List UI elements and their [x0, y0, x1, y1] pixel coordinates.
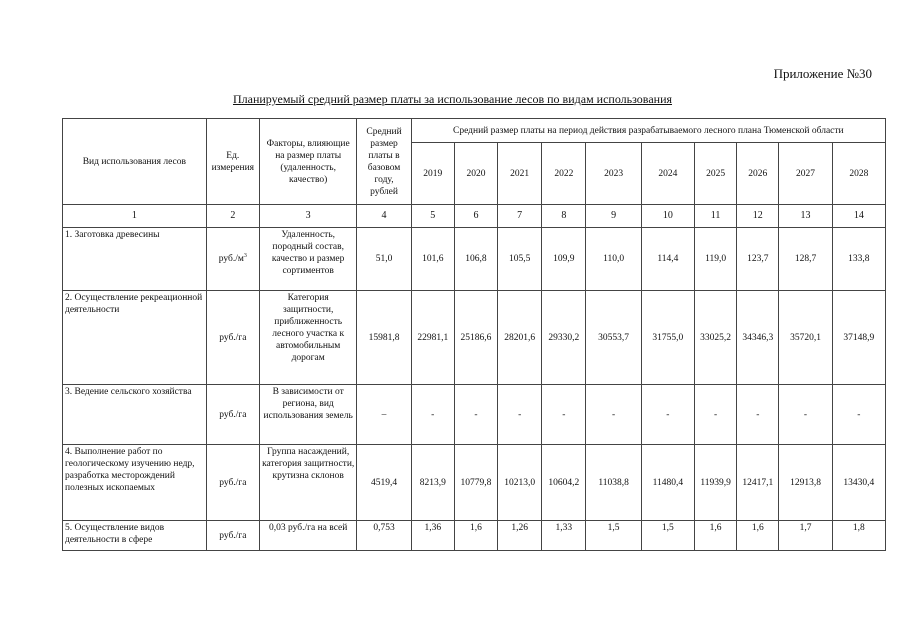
header-unit: Ед. измерения: [206, 119, 259, 205]
unit-text: руб./га: [219, 409, 247, 420]
unit-text: руб./га: [219, 477, 247, 488]
year-value-cell: 105,5: [498, 228, 542, 291]
year-value-cell: 1,5: [641, 521, 694, 551]
year-value-cell: 28201,6: [498, 291, 542, 385]
year-value-cell: 31755,0: [641, 291, 694, 385]
year-value-cell: 119,0: [694, 228, 736, 291]
year-value-cell: -: [411, 385, 454, 445]
year-header: 2020: [454, 143, 497, 205]
year-header: 2022: [542, 143, 586, 205]
year-value-cell: 114,4: [641, 228, 694, 291]
year-value-cell: 110,0: [586, 228, 641, 291]
year-value-cell: 12417,1: [737, 445, 779, 521]
year-value-cell: 33025,2: [694, 291, 736, 385]
year-value-cell: -: [779, 385, 832, 445]
header-factors: Факторы, влияющие на размер платы (удаленность, качество): [259, 119, 356, 205]
year-value-cell: 1,5: [586, 521, 641, 551]
header-base-payment: Средний размер платы в базовом году, рублей: [357, 119, 411, 205]
year-value-cell: 1,36: [411, 521, 454, 551]
year-value-cell: 11939,9: [694, 445, 736, 521]
year-value-cell: 128,7: [779, 228, 832, 291]
column-number: 4: [357, 205, 411, 228]
appendix-label: Приложение №30: [773, 66, 872, 81]
column-number: 2: [206, 205, 259, 228]
year-value-cell: 106,8: [454, 228, 497, 291]
column-number: 1: [63, 205, 207, 228]
table-row: [63, 291, 886, 385]
year-value-cell: 30553,7: [586, 291, 641, 385]
year-value-cell: -: [542, 385, 586, 445]
factor-cell: Категория защитности, приближенность лесного участка к автомобильным дорогам: [259, 291, 356, 385]
page-title: [0, 92, 905, 107]
unit-cell: [206, 228, 259, 291]
year-value-cell: 8213,9: [411, 445, 454, 521]
year-value-cell: 11480,4: [641, 445, 694, 521]
column-number: 6: [454, 205, 497, 228]
year-value-cell: 34346,3: [737, 291, 779, 385]
year-value-cell: 10779,8: [454, 445, 497, 521]
payment-table: [62, 118, 886, 551]
factor-cell: 0,03 руб./га на всей: [259, 521, 356, 551]
year-header: 2026: [737, 143, 779, 205]
factor-cell: Удаленность, породный состав, качество и размер сортиментов: [259, 228, 356, 291]
year-header: 2023: [586, 143, 641, 205]
column-number: 12: [737, 205, 779, 228]
year-value-cell: 109,9: [542, 228, 586, 291]
base-payment-cell: 0,753: [357, 521, 411, 551]
column-number: 3: [259, 205, 356, 228]
year-value-cell: 13430,4: [832, 445, 885, 521]
unit-cell: [206, 445, 259, 521]
column-number: 13: [779, 205, 832, 228]
factor-cell: Группа насаждений, категория защитности, крутизна склонов: [259, 445, 356, 521]
unit-cell: [206, 385, 259, 445]
year-value-cell: 133,8: [832, 228, 885, 291]
base-payment-cell: –: [357, 385, 411, 445]
year-value-cell: 12913,8: [779, 445, 832, 521]
unit-text: руб./м: [218, 254, 244, 264]
year-value-cell: 10213,0: [498, 445, 542, 521]
year-value-cell: 35720,1: [779, 291, 832, 385]
unit-cell: [206, 291, 259, 385]
year-value-cell: -: [641, 385, 694, 445]
usage-type-cell: 5. Осуществление видов деятельности в сфере: [63, 521, 207, 551]
unit-text: руб./га: [219, 332, 247, 343]
year-value-cell: 11038,8: [586, 445, 641, 521]
year-value-cell: -: [586, 385, 641, 445]
year-header: 2025: [694, 143, 736, 205]
year-header: 2019: [411, 143, 454, 205]
year-header: 2028: [832, 143, 885, 205]
year-value-cell: -: [454, 385, 497, 445]
column-number: 10: [641, 205, 694, 228]
unit-text: руб./га: [219, 530, 247, 541]
table-row: [63, 385, 886, 445]
usage-type-cell: 2. Осуществление рекреационной деятельности: [63, 291, 207, 385]
unit-cell: [206, 521, 259, 551]
year-value-cell: 123,7: [737, 228, 779, 291]
year-value-cell: 22981,1: [411, 291, 454, 385]
usage-type-cell: 1. Заготовка древесины: [63, 228, 207, 291]
table-row: [63, 228, 886, 291]
year-value-cell: 29330,2: [542, 291, 586, 385]
year-value-cell: 37148,9: [832, 291, 885, 385]
year-value-cell: 1,6: [694, 521, 736, 551]
header-usage-type: Вид использования лесов: [63, 119, 207, 205]
table-row: [63, 521, 886, 551]
year-value-cell: 1,6: [737, 521, 779, 551]
header-period: Средний размер платы на период действия разрабатываемого лесного плана Тюменской области: [411, 119, 885, 143]
column-number: 11: [694, 205, 736, 228]
column-number: 8: [542, 205, 586, 228]
year-header: 2024: [641, 143, 694, 205]
column-number: 5: [411, 205, 454, 228]
unit-superscript: 3: [243, 252, 247, 259]
usage-type-cell: 4. Выполнение работ по геологическому изучению недр, разработка месторождений полезных ископаемых: [63, 445, 207, 521]
year-value-cell: -: [498, 385, 542, 445]
year-value-cell: 101,6: [411, 228, 454, 291]
column-number: 7: [498, 205, 542, 228]
year-value-cell: -: [737, 385, 779, 445]
base-payment-cell: 15981,8: [357, 291, 411, 385]
factor-cell: В зависимости от региона, вид использования земель: [259, 385, 356, 445]
year-value-cell: 1,6: [454, 521, 497, 551]
year-value-cell: 1,8: [832, 521, 885, 551]
base-payment-cell: 4519,4: [357, 445, 411, 521]
year-value-cell: 25186,6: [454, 291, 497, 385]
year-value-cell: 10604,2: [542, 445, 586, 521]
column-number: 9: [586, 205, 641, 228]
year-value-cell: -: [694, 385, 736, 445]
usage-type-cell: 3. Ведение сельского хозяйства: [63, 385, 207, 445]
year-value-cell: -: [832, 385, 885, 445]
table-row: [63, 445, 886, 521]
year-value-cell: 1,7: [779, 521, 832, 551]
base-payment-cell: 51,0: [357, 228, 411, 291]
year-header: 2027: [779, 143, 832, 205]
year-header: 2021: [498, 143, 542, 205]
page-title-text: Планируемый средний размер платы за использование лесов по видам использования: [232, 92, 673, 106]
year-value-cell: 1,26: [498, 521, 542, 551]
column-number: 14: [832, 205, 885, 228]
column-number-row: [63, 205, 886, 228]
year-value-cell: 1,33: [542, 521, 586, 551]
